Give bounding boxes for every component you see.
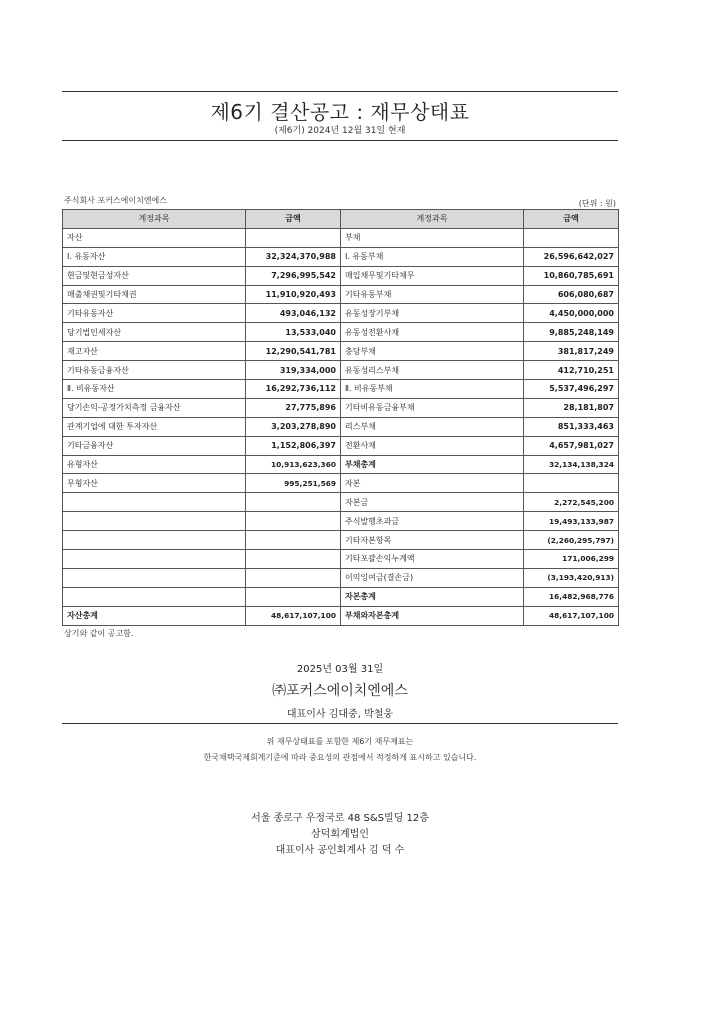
signature-rule [62, 723, 618, 724]
liability-equity-item: 기타포괄손익누계액 [341, 550, 524, 569]
liability-equity-amount: 28,181,807 [524, 398, 619, 417]
liability-equity-item: 이익잉여금(결손금) [341, 568, 524, 587]
asset-item: 자산총계 [63, 606, 246, 625]
liability-equity-amount: 606,080,687 [524, 285, 619, 304]
asset-item: 기타금융자산 [63, 436, 246, 455]
liability-equity-amount [524, 228, 619, 247]
table-row [63, 474, 619, 493]
table-row [63, 568, 619, 587]
asset-item: 자산 [63, 228, 246, 247]
table-row [63, 304, 619, 323]
liability-equity-item: 자본 [341, 474, 524, 493]
table-row [63, 606, 619, 625]
liability-equity-item: 기타자본항목 [341, 531, 524, 550]
asset-item [63, 550, 246, 569]
asset-amount [246, 493, 341, 512]
asset-item: 현금및현금성자산 [63, 266, 246, 285]
asset-item: 당기법인세자산 [63, 323, 246, 342]
liability-equity-amount: 851,333,463 [524, 417, 619, 436]
asset-item [63, 512, 246, 531]
liability-equity-amount [524, 474, 619, 493]
liability-equity-amount: 48,617,107,100 [524, 606, 619, 625]
representative: 대표이사 김대중, 박철웅 [286, 709, 394, 720]
asset-amount [246, 512, 341, 531]
liability-equity-item: Ⅱ. 비유동부채 [341, 380, 524, 399]
table-row [63, 247, 619, 266]
asset-amount: 3,203,278,890 [246, 417, 341, 436]
table-row [63, 266, 619, 285]
liability-equity-amount: 19,493,133,987 [524, 512, 619, 531]
liability-equity-item: 유동성장기부채 [341, 304, 524, 323]
asset-amount: 7,296,995,542 [246, 266, 341, 285]
audit-statement-line2: 한국채택국제회계기준에 따라 중요성의 관점에서 적정하게 표시하고 있습니다. [203, 753, 477, 762]
asset-item [63, 587, 246, 606]
company-name: ㈜포커스에이치엔에스 [272, 683, 408, 699]
liability-equity-amount: 26,596,642,027 [524, 247, 619, 266]
liability-equity-item: 유동성리스부채 [341, 361, 524, 380]
liability-equity-item: 기타유동부채 [341, 285, 524, 304]
liability-equity-item: Ⅰ. 유동부채 [341, 247, 524, 266]
liability-equity-amount: 2,272,545,200 [524, 493, 619, 512]
page-subtitle: (제6기) 2024년 12월 31일 현재 [274, 126, 406, 136]
liability-equity-amount: (3,193,420,913) [524, 568, 619, 587]
asset-amount: 10,913,623,360 [246, 455, 341, 474]
header-amount-right: 금액 [524, 210, 619, 229]
asset-amount [246, 531, 341, 550]
table-row [63, 493, 619, 512]
asset-amount: 48,617,107,100 [246, 606, 341, 625]
liability-equity-item: 자본총계 [341, 587, 524, 606]
liability-equity-amount: 412,710,251 [524, 361, 619, 380]
asset-item: 당기손익-공정가치측정 금융자산 [63, 398, 246, 417]
asset-item: Ⅱ. 비유동자산 [63, 380, 246, 399]
liability-equity-item: 부채총계 [341, 455, 524, 474]
liability-equity-amount: 9,885,248,149 [524, 323, 619, 342]
table-row [63, 587, 619, 606]
page-title: 제6기 결산공고 : 재무상태표 [210, 100, 470, 124]
liability-equity-item: 충당부채 [341, 342, 524, 361]
unit-label: (단위 : 원) [578, 199, 616, 208]
asset-amount: 1,152,806,397 [246, 436, 341, 455]
table-row [63, 285, 619, 304]
asset-item: 무형자산 [63, 474, 246, 493]
asset-amount: 493,046,132 [246, 304, 341, 323]
asset-item: 기타유동자산 [63, 304, 246, 323]
asset-amount: 13,533,040 [246, 323, 341, 342]
table-row [63, 398, 619, 417]
liability-equity-amount: 16,482,968,776 [524, 587, 619, 606]
liability-equity-amount: 4,450,000,000 [524, 304, 619, 323]
table-row [63, 512, 619, 531]
table-row [63, 531, 619, 550]
table-row [63, 380, 619, 399]
asset-amount: 16,292,736,112 [246, 380, 341, 399]
header-item-right: 계정과목 [341, 210, 524, 229]
asset-amount: 11,910,920,493 [246, 285, 341, 304]
liability-equity-item: 리스부채 [341, 417, 524, 436]
liability-equity-item: 부채 [341, 228, 524, 247]
asset-amount [246, 587, 341, 606]
asset-item: 기타유동금융자산 [63, 361, 246, 380]
liability-equity-amount: 4,657,981,027 [524, 436, 619, 455]
liability-equity-amount: 32,134,138,324 [524, 455, 619, 474]
liability-equity-item: 자본금 [341, 493, 524, 512]
announcement-date: 2025년 03월 31일 [296, 664, 384, 675]
asset-amount [246, 568, 341, 587]
table-header-row [63, 210, 619, 229]
table-row [63, 323, 619, 342]
auditor-address: 서울 종로구 우정국로 48 S&S빌딩 12층 [251, 813, 429, 824]
table-row [63, 342, 619, 361]
asset-item [63, 568, 246, 587]
asset-amount: 32,324,370,988 [246, 247, 341, 266]
asset-amount: 27,775,896 [246, 398, 341, 417]
liability-equity-item: 기타비유동금융부채 [341, 398, 524, 417]
asset-item: Ⅰ. 유동자산 [63, 247, 246, 266]
company-label: 주식회사 포커스에이치엔에스 [64, 196, 168, 205]
asset-item: 관계기업에 대한 투자자산 [63, 417, 246, 436]
auditor-firm: 삼덕회계법인 [311, 829, 369, 840]
table-row [63, 455, 619, 474]
table-body [63, 228, 619, 625]
asset-item [63, 493, 246, 512]
liability-equity-amount: 381,817,249 [524, 342, 619, 361]
asset-item [63, 531, 246, 550]
announcement-note: 상기와 같이 공고함. [64, 629, 134, 638]
asset-item: 유형자산 [63, 455, 246, 474]
table-row [63, 550, 619, 569]
audit-statement-line1: 위 재무상태표를 포함한 제6기 재무제표는 [266, 737, 414, 746]
asset-amount: 319,334,000 [246, 361, 341, 380]
asset-amount: 12,290,541,781 [246, 342, 341, 361]
asset-item: 매출채권및기타채권 [63, 285, 246, 304]
asset-amount: 995,251,569 [246, 474, 341, 493]
liability-equity-item: 전환사채 [341, 436, 524, 455]
header-item-left: 계정과목 [63, 210, 246, 229]
liability-equity-item: 유동성전환사채 [341, 323, 524, 342]
balance-sheet-table [62, 209, 619, 626]
asset-amount [246, 550, 341, 569]
liability-equity-item: 주식발행초과금 [341, 512, 524, 531]
liability-equity-amount: (2,260,295,797) [524, 531, 619, 550]
table-row [63, 228, 619, 247]
asset-amount [246, 228, 341, 247]
liability-equity-item: 매입채무및기타채무 [341, 266, 524, 285]
top-rule [62, 91, 618, 92]
header-amount-left: 금액 [246, 210, 341, 229]
asset-item: 재고자산 [63, 342, 246, 361]
table-row [63, 417, 619, 436]
liability-equity-amount: 171,006,299 [524, 550, 619, 569]
liability-equity-amount: 10,860,785,691 [524, 266, 619, 285]
table-row [63, 436, 619, 455]
title-rule [62, 140, 618, 141]
auditor-cpa: 대표이사 공인회계사 김 덕 수 [275, 845, 405, 856]
liability-equity-amount: 5,537,496,297 [524, 380, 619, 399]
table-row [63, 361, 619, 380]
liability-equity-item: 부채와자본총계 [341, 606, 524, 625]
